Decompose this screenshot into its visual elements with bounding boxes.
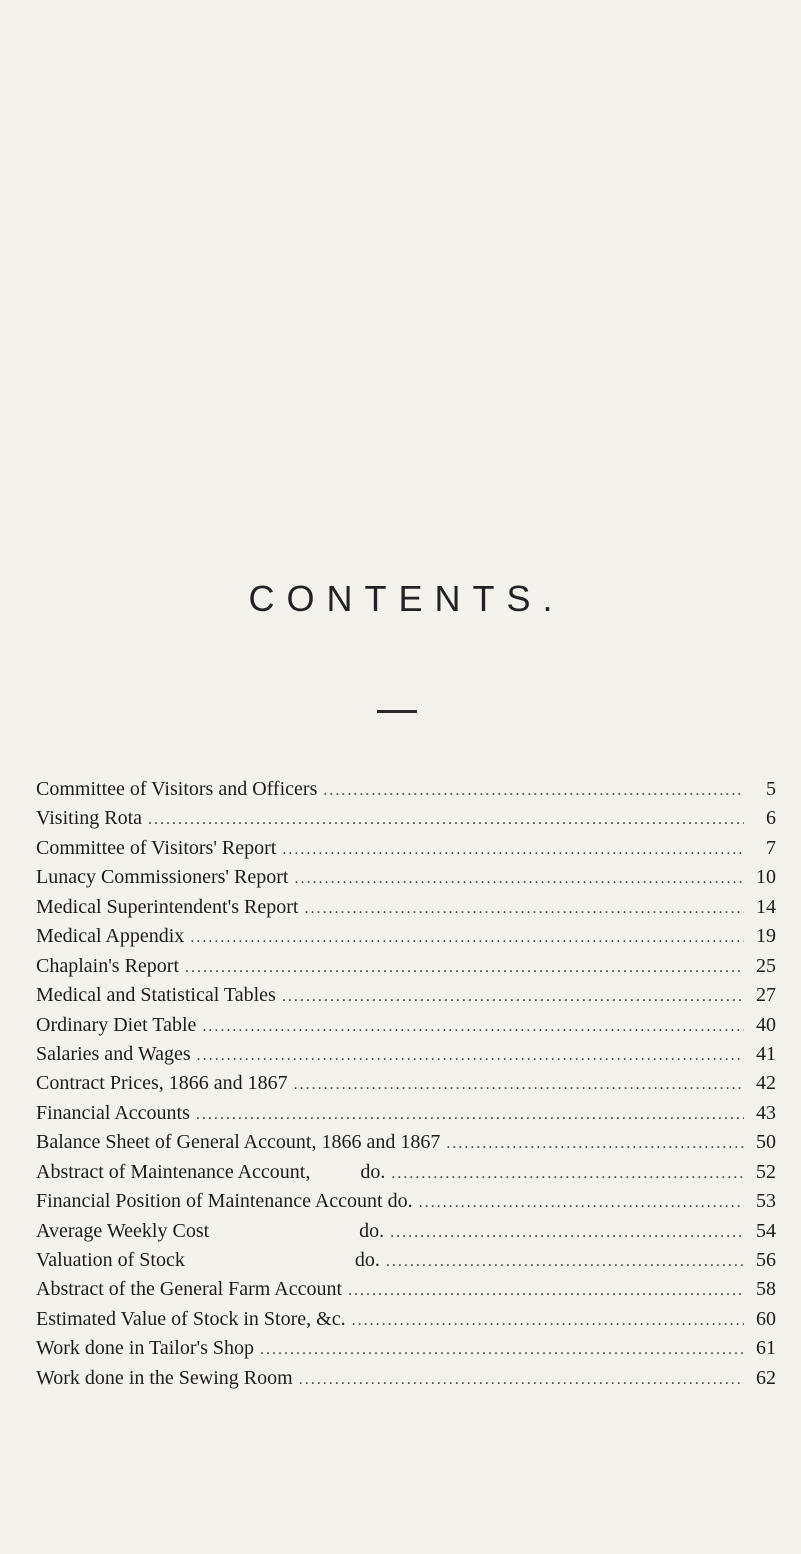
toc-entry[interactable] xyxy=(36,922,776,951)
toc-entry-title: Contract Prices, 1866 and 1867 xyxy=(36,1072,288,1095)
toc-entry[interactable] xyxy=(36,1158,776,1187)
toc-entry-page: 27 xyxy=(756,984,776,1007)
dot-leader xyxy=(419,1188,744,1217)
toc-entry[interactable] xyxy=(36,1305,776,1334)
toc-entry[interactable] xyxy=(36,804,776,833)
dot-leader xyxy=(299,1365,744,1394)
toc-entry[interactable] xyxy=(36,1275,776,1304)
toc-entry-page: 42 xyxy=(756,1072,776,1095)
toc-entry[interactable] xyxy=(36,775,776,804)
toc-entry[interactable] xyxy=(36,893,776,922)
toc-entry-title: Average Weekly Cost do. xyxy=(36,1219,385,1242)
toc-entry-title: Committee of Visitors' Report xyxy=(36,836,277,859)
dot-leader xyxy=(196,1100,744,1129)
toc-entry-title: Estimated Value of Stock in Store, &c. xyxy=(36,1307,346,1330)
dot-leader xyxy=(197,1041,744,1070)
toc-entry[interactable] xyxy=(36,1187,776,1216)
dot-leader xyxy=(148,805,744,834)
toc-entry-page: 19 xyxy=(756,925,776,948)
dot-leader xyxy=(386,1247,744,1276)
dot-leader xyxy=(260,1335,744,1364)
toc-entry-title: Committee of Visitors and Officers xyxy=(36,778,318,800)
toc-entry-page: 56 xyxy=(756,1249,776,1271)
dot-leader xyxy=(391,1159,744,1188)
toc-entry[interactable] xyxy=(36,1217,776,1246)
toc-entry-title: Ordinary Diet Table xyxy=(36,1013,197,1036)
toc-entry[interactable] xyxy=(36,981,776,1010)
toc-entry[interactable] xyxy=(36,834,776,863)
toc-entry[interactable] xyxy=(36,1099,776,1128)
toc-entry-title: Salaries and Wages xyxy=(36,1042,191,1065)
toc-entry-title: Work done in the Sewing Room xyxy=(36,1366,293,1389)
toc-entry-page: 43 xyxy=(756,1101,776,1124)
dot-leader xyxy=(304,894,744,923)
dot-leader xyxy=(348,1276,744,1305)
toc-entry-title: Financial Accounts xyxy=(36,1101,190,1124)
toc-entry-title: Financial Position of Maintenance Account do. xyxy=(36,1190,413,1213)
toc-entry-page: 25 xyxy=(756,954,776,977)
toc-entry[interactable] xyxy=(36,1128,776,1157)
toc-entry-title: Lunacy Commissioners' Report xyxy=(36,866,289,889)
toc-entry-title: Chaplain's Report xyxy=(36,954,180,977)
toc-entry-page: 5 xyxy=(766,778,776,800)
toc-entry-title: Abstract of Maintenance Account, do. xyxy=(36,1160,386,1183)
toc-entry-title: Medical and Statistical Tables xyxy=(36,984,276,1007)
toc-entry-page: 54 xyxy=(756,1219,776,1242)
toc-entry-page: 58 xyxy=(756,1278,776,1301)
dot-leader xyxy=(294,864,744,893)
dot-leader xyxy=(352,1306,744,1335)
toc-entry-page: 41 xyxy=(756,1042,776,1065)
toc-entry[interactable] xyxy=(36,1364,776,1393)
dot-leader xyxy=(282,835,744,864)
toc-entry-page: 52 xyxy=(756,1160,776,1183)
toc-entry[interactable] xyxy=(36,863,776,892)
toc-entry[interactable] xyxy=(36,1246,776,1275)
toc-entry-page: 40 xyxy=(756,1013,776,1036)
title-rule xyxy=(377,710,417,713)
dot-leader xyxy=(202,1012,744,1041)
toc-entry[interactable] xyxy=(36,952,776,981)
dot-leader xyxy=(323,776,744,805)
toc-entry-title: Visiting Rota xyxy=(36,807,143,830)
toc-entry-title: Medical Superintendent's Report xyxy=(36,895,299,918)
dot-leader xyxy=(190,923,744,952)
toc-entry-title: Valuation of Stock do. xyxy=(36,1249,380,1271)
dot-leader xyxy=(294,1070,744,1099)
dot-leader xyxy=(446,1129,744,1158)
page-title: CONTENTS. xyxy=(248,578,565,619)
toc-entry[interactable] xyxy=(36,1040,776,1069)
toc-entry-title: Balance Sheet of General Account, 1866 and 1867 xyxy=(36,1131,441,1154)
dot-leader xyxy=(282,982,744,1011)
toc-entry-page: 61 xyxy=(756,1337,776,1360)
toc-entry-page: 62 xyxy=(756,1366,776,1389)
toc-entry-page: 10 xyxy=(756,866,776,889)
toc-entry-page: 14 xyxy=(756,895,776,918)
toc-entry[interactable] xyxy=(36,1011,776,1040)
table-of-contents xyxy=(36,775,776,1393)
toc-entry-page: 6 xyxy=(766,807,776,830)
toc-entry-page: 50 xyxy=(756,1131,776,1154)
dot-leader xyxy=(390,1218,744,1247)
toc-entry-title: Work done in Tailor's Shop xyxy=(36,1337,254,1360)
dot-leader xyxy=(185,953,744,982)
toc-entry[interactable] xyxy=(36,1334,776,1363)
toc-entry-page: 60 xyxy=(756,1307,776,1330)
toc-entry-title: Abstract of the General Farm Account xyxy=(36,1278,343,1301)
toc-entry-page: 7 xyxy=(766,836,776,859)
toc-entry-title: Medical Appendix xyxy=(36,925,185,948)
toc-entry[interactable] xyxy=(36,1069,776,1098)
toc-entry-page: 53 xyxy=(756,1190,776,1213)
